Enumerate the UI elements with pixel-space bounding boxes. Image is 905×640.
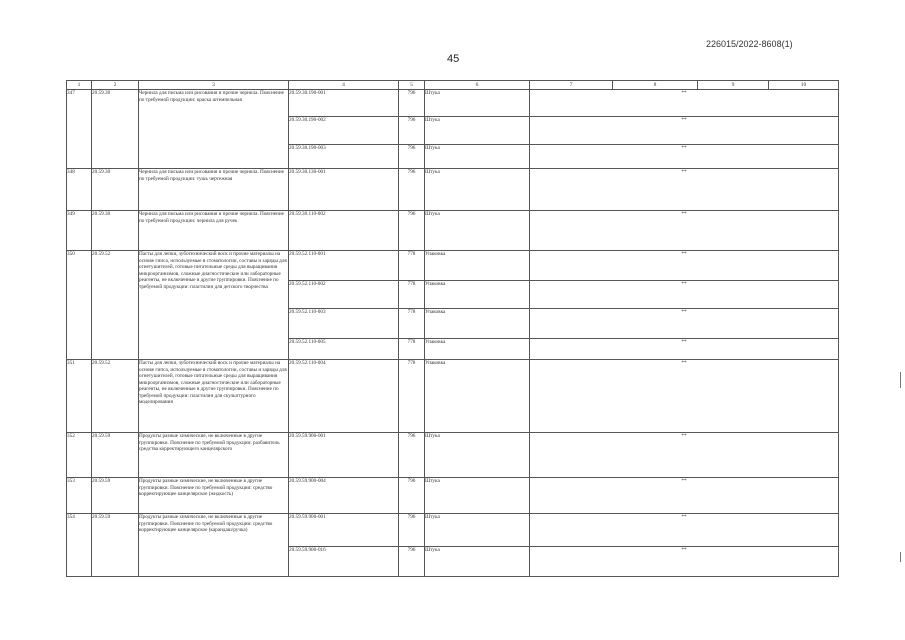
okei-code: 796	[399, 117, 425, 145]
product-description: Продукты разные химические, не включенные в другие группировки. Пояснение по требуемой продукции: средство корректирующее канцелярское (жидкость)	[139, 478, 289, 514]
okei-code: 796	[399, 169, 425, 211]
ktru-code: 20.59.52.110-001	[289, 251, 399, 281]
okei-code: 796	[399, 145, 425, 169]
okei-code: 796	[399, 514, 425, 547]
okei-code: 796	[399, 433, 425, 478]
okpd2-code: 20.59.52	[92, 251, 139, 360]
table-row	[67, 360, 839, 433]
product-description: Чернила для письма или рисования и прочие чернила. Пояснение по требуемой продукции: краска штемпельная	[139, 90, 289, 169]
requirement-marker: **	[530, 251, 839, 281]
okpd2-code: 20.59.30	[92, 169, 139, 211]
table-row	[67, 211, 839, 251]
okei-code: 778	[399, 309, 425, 339]
unit-name: Штука	[425, 547, 530, 577]
unit-name: Упаковка	[425, 251, 530, 281]
document-number: 226015/2022-8608(1)	[706, 39, 793, 49]
product-description: Чернила для письма или рисования и прочие чернила. Пояснение по требуемой продукции: чернила для ручек	[139, 211, 289, 251]
page-number: 45	[447, 53, 460, 65]
column-number: 3	[139, 81, 289, 90]
unit-name: Штука	[425, 211, 530, 251]
row-number: 351	[67, 360, 92, 433]
table-row	[67, 251, 839, 281]
row-number: 349	[67, 211, 92, 251]
requirement-marker: **	[530, 145, 839, 169]
column-number: 2	[92, 81, 139, 90]
column-number: 10	[769, 81, 839, 90]
row-number: 353	[67, 478, 92, 514]
requirement-marker: **	[530, 478, 839, 514]
unit-name: Упаковка	[425, 309, 530, 339]
table-row	[67, 433, 839, 478]
unit-name: Штука	[425, 90, 530, 117]
unit-name: Штука	[425, 433, 530, 478]
requirement-marker: **	[530, 90, 839, 117]
requirement-marker: **	[530, 211, 839, 251]
ktru-code: 20.59.52.110-003	[289, 309, 399, 339]
okpd2-code: 20.59.30	[92, 90, 139, 169]
row-number: 354	[67, 514, 92, 577]
product-description: Пасты для лепки, зуботехнический воск и прочие материалы на основе гипса, используемые в стоматологии, составы и заряды для огнетушителей, готовые питательные среды для выращивания микроорганизмов, сложные диагностические или лабораторные реагенты, не включенные в другие группировки. Пояснение по требуемой продукции: пластилин для скульптурного моделирования	[139, 360, 289, 433]
ktru-code: 20.59.59.900-004	[289, 478, 399, 514]
ktru-code: 20.59.30.130-001	[289, 169, 399, 211]
scan-edge-mark	[900, 552, 901, 562]
requirement-marker: **	[530, 339, 839, 360]
okei-code: 796	[399, 547, 425, 577]
unit-name: Штука	[425, 145, 530, 169]
unit-name: Штука	[425, 478, 530, 514]
column-number: 5	[399, 81, 425, 90]
column-number: 9	[698, 81, 769, 90]
ktru-code: 20.59.30.190-002	[289, 117, 399, 145]
unit-name: Штука	[425, 117, 530, 145]
ktru-code: 20.59.52.110-004	[289, 360, 399, 433]
requirement-marker: **	[530, 169, 839, 211]
ktru-code: 20.59.30.110-002	[289, 211, 399, 251]
okei-code: 778	[399, 251, 425, 281]
table-row	[67, 478, 839, 514]
okei-code: 796	[399, 90, 425, 117]
requirement-marker: **	[530, 514, 839, 547]
ktru-code: 20.59.59.900-001	[289, 433, 399, 478]
ktru-code: 20.59.52.110-005	[289, 339, 399, 360]
ktru-code: 20.59.52.110-002	[289, 281, 399, 309]
okei-code: 778	[399, 360, 425, 433]
product-description: Продукты разные химические, не включенные в другие группировки. Пояснение по требуемой продукции: средство корректирующее канцелярское (карандаш/ручка)	[139, 514, 289, 577]
unit-name: Упаковка	[425, 360, 530, 433]
unit-name: Упаковка	[425, 281, 530, 309]
ktru-code: 20.59.30.190-003	[289, 145, 399, 169]
okei-code: 778	[399, 339, 425, 360]
products-table	[66, 80, 839, 577]
unit-name: Упаковка	[425, 339, 530, 360]
requirement-marker: **	[530, 309, 839, 339]
scan-edge-mark	[900, 372, 901, 388]
table-row	[67, 514, 839, 547]
requirement-marker: **	[530, 433, 839, 478]
column-number: 6	[425, 81, 530, 90]
unit-name: Штука	[425, 169, 530, 211]
row-number: 352	[67, 433, 92, 478]
row-number: 350	[67, 251, 92, 360]
ktru-code: 20.59.30.190-001	[289, 90, 399, 117]
ktru-code: 20.59.59.900-001	[289, 514, 399, 547]
okpd2-code: 20.59.30	[92, 211, 139, 251]
product-description: Чернила для письма или рисования и прочие чернила. Пояснение по требуемой продукции: тушь чертежная	[139, 169, 289, 211]
requirement-marker: **	[530, 360, 839, 433]
requirement-marker: **	[530, 281, 839, 309]
product-description: Пасты для лепки, зуботехнический воск и прочие материалы на основе гипса, используемые в стоматологии, составы и заряды для огнетушителей, готовые питательные среды для выращивания микроорганизмов, сложные диагностические или лабораторные реагенты, не включенные в другие группировки. Пояснение по требуемой продукции: пластилин для детского творчества	[139, 251, 289, 360]
column-number-row	[67, 81, 839, 90]
column-number: 7	[530, 81, 613, 90]
requirement-marker: **	[530, 547, 839, 577]
table-row	[67, 169, 839, 211]
okpd2-code: 20.59.59	[92, 478, 139, 514]
okei-code: 796	[399, 478, 425, 514]
requirement-marker: **	[530, 117, 839, 145]
okpd2-code: 20.59.59	[92, 433, 139, 478]
okpd2-code: 20.59.52	[92, 360, 139, 433]
column-number: 4	[289, 81, 399, 90]
table-row	[67, 90, 839, 117]
row-number: 347	[67, 90, 92, 169]
product-description: Продукты разные химические, не включенные в другие группировки. Пояснение по требуемой продукции: разбавитель средства корректирующего канцелярского	[139, 433, 289, 478]
ktru-code: 20.59.59.900-016	[289, 547, 399, 577]
column-number: 8	[613, 81, 698, 90]
okei-code: 778	[399, 281, 425, 309]
okei-code: 796	[399, 211, 425, 251]
unit-name: Штука	[425, 514, 530, 547]
row-number: 348	[67, 169, 92, 211]
okpd2-code: 20.59.59	[92, 514, 139, 577]
column-number: 1	[67, 81, 92, 90]
